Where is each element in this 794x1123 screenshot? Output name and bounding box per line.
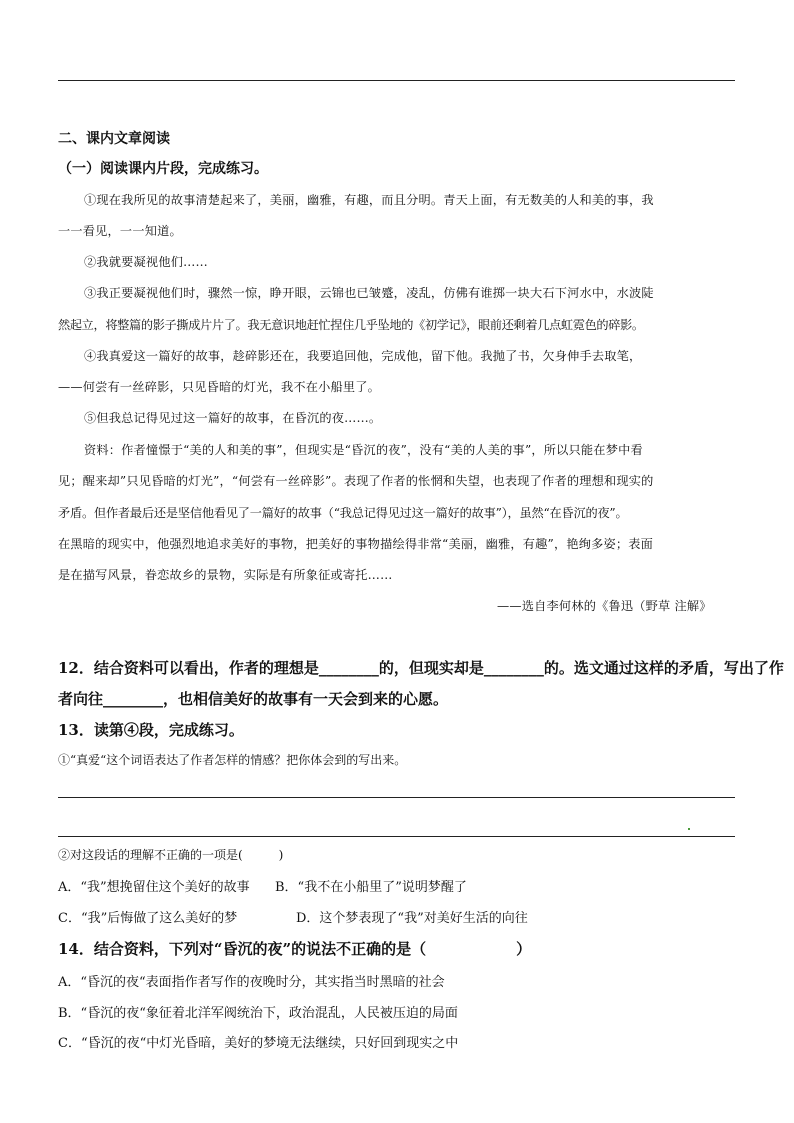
passage-p1-line1: ①现在我所见的故事清楚起来了，美丽，幽雅，有趣，而且分明。青天上面，有无数美的人和美的事，我 (84, 193, 654, 207)
q12-text-b: 的，但现实却是 (378, 659, 484, 677)
stray-mark (688, 828, 690, 830)
q13-sub1: ①“真爱“这个词语表达了作者怎样的情感？把你体会到的写出来。 (58, 753, 407, 767)
q12-text-c: 的。选文通过这样的矛盾，写出了作 (543, 659, 784, 677)
material-line4: 在黑暗的现实中，他强烈地追求美好的事物，把美好的事物描绘得非常“美丽，幽雅，有趣”，艳绚多姿；表面 (58, 537, 654, 551)
q14-option-a[interactable]: A．“昏沉的夜“表面指作者写作的夜晚时分，其实指当时黑暗的社会 (58, 975, 445, 990)
passage-p5: ⑤但我总记得见过这一篇好的故事，在昏沉的夜……。 (84, 411, 382, 425)
passage-p3-line1: ③我正要凝视他们时，骤然一惊，睁开眼，云锦也已皱蹙，凌乱，仿佛有谁掷一块大石下河水中，水波陡 (84, 286, 654, 300)
q12-blank-1[interactable]: ________ (318, 659, 379, 677)
q12-line1 (58, 657, 784, 678)
q13-option-d[interactable]: D．这个梦表现了“我”对美好生活的向往 (296, 911, 528, 926)
passage-p4-line1: ④我真爱这一篇好的故事，趁碎影还在，我要追回他，完成他，留下他。我抛了书，欠身伸手去取笔， (84, 349, 642, 363)
section-title: 二、课内文章阅读 (58, 131, 170, 147)
q12-text-d: 者向往 (58, 690, 104, 708)
q14-option-c[interactable]: C．“昏沉的夜“中灯光昏暗，美好的梦境无法继续，只好回到现实之中 (58, 1036, 459, 1051)
q12-blank-3[interactable]: ________ (103, 690, 164, 708)
material-source: ——选自李何林的《鲁迅（野草 注解》 (497, 599, 712, 613)
material-line5: 是在描写风景，眷恋故乡的景物，实际是有所象征或寄托…… (58, 568, 393, 582)
q12-blank-2[interactable]: ________ (483, 659, 544, 677)
q13-answer-line-2[interactable] (58, 836, 735, 837)
passage-p1-line2: 一一看见，一一知道。 (58, 224, 182, 238)
q13-option-a[interactable]: A．“我”想挽留住这个美好的故事 (58, 880, 250, 895)
passage-p2: ②我就要凝视他们…… (84, 255, 208, 269)
q12-text-e: ，也相信美好的故事有一天会到来的心愿。 (163, 690, 449, 708)
q13-sub2: ②对这段话的理解不正确的一项是( ) (58, 848, 284, 862)
q13-option-c[interactable]: C．“我”后悔做了这么美好的梦 (58, 911, 238, 926)
q13-title: 13．读第④段，完成练习。 (58, 721, 244, 739)
material-line3: 矛盾。但作者最后还是坚信他看见了一篇好的故事（“我总记得见过这一篇好的故事”），虽然“在昏沉的夜”。 (58, 506, 628, 520)
q14-option-b[interactable]: B．“昏沉的夜“象征着北洋军阀统治下，政治混乱，人民被压迫的局面 (58, 1006, 458, 1021)
sub-title: （一）阅读课内片段，完成练习。 (58, 161, 268, 177)
top-rule (58, 80, 735, 81)
q14-title: 14．结合资料，下列对“昏沉的夜”的说法不正确的是（ ） (58, 940, 532, 958)
material-line2: 见；醒来却”只见昏暗的灯光”，“何尝有一丝碎影”。表现了作者的怅惘和失望，也表现了作者的理想和现实的 (58, 474, 654, 488)
material-line1: 资料：作者憧憬于“美的人和美的事”，但现实是“昏沉的夜”，没有“美的人美的事”，所以只能在梦中看 (84, 443, 643, 457)
q13-option-b[interactable]: B．“我不在小船里了”说明梦醒了 (275, 880, 467, 895)
passage-p3-line2: 然起立，将整篇的影子撕成片片了。我无意识地赶忙捏住几乎坠地的《初学记》，眼前还剩着几点虹霓色的碎影。 (58, 318, 644, 332)
q12-text-a: 12．结合资料可以看出，作者的理想是 (58, 659, 319, 677)
q13-answer-line-1[interactable] (58, 797, 735, 798)
passage-p4-line2: ——何尝有一丝碎影，只见昏暗的灯光，我不在小船里了。 (58, 380, 381, 394)
q12-line2 (58, 688, 448, 709)
